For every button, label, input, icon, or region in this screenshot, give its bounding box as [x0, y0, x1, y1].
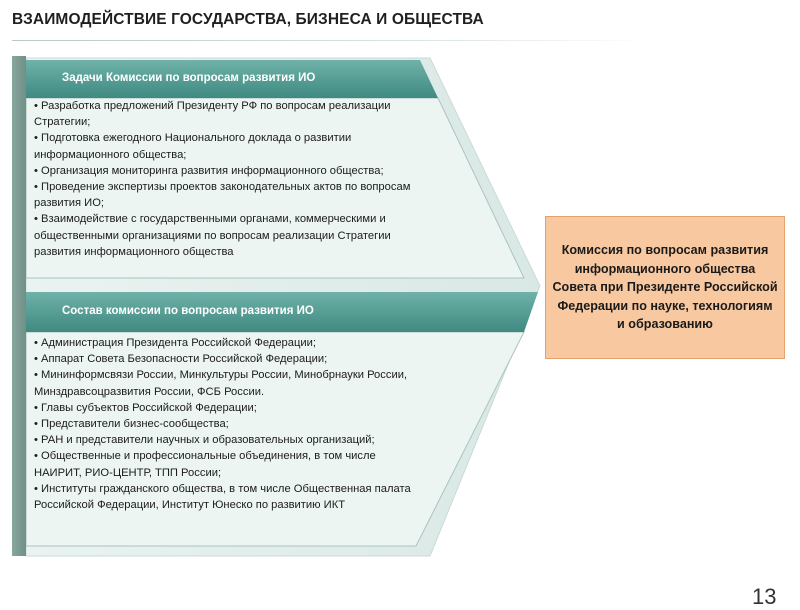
page-number: 13 [752, 584, 777, 609]
list-item: • Общественные и профессиональные объединения, в том числе НАИРИТ, РИО-ЦЕНТР, ТПП России; [34, 450, 376, 479]
list-item: • Проведение экспертизы проектов законодательных актов по вопросам развития ИО; [34, 181, 411, 210]
list-item: • Подготовка ежегодного Национального доклада о развитии информационного общества; [34, 132, 352, 161]
list-item: • Организация мониторинга развития информационного общества; [34, 164, 384, 177]
composition-panel-header: Состав комиссии по вопросам развития ИО [62, 305, 314, 317]
side-accent-bar [12, 56, 26, 556]
list-item: • Главы субъектов Российской Федерации; [34, 401, 257, 414]
tasks-panel-header: Задачи Комиссии по вопросам развития ИО [62, 72, 316, 84]
list-item: • Мининформсвязи России, Минкультуры России, Минобрнауки России, Минздравсоцразвития России, ФСБ России. [34, 369, 408, 398]
list-item: • РАН и представители научных и образовательных организаций; [34, 434, 375, 447]
composition-list [34, 335, 426, 513]
list-item: • Взаимодействие с государственными органами, коммерческими и общественными организациями по вопросам реализации Стратегии развития информационного общества [34, 213, 391, 258]
list-item: • Администрация Президента Российской Федерации; [34, 337, 317, 349]
list-item: • Разработка предложений Президенту РФ по вопросам реализации Стратегии; [34, 100, 391, 129]
list-item: • Институты гражданского общества, в том числе Общественная палата Российской Федерации, Институт Юнеско по развитию ИКТ [34, 482, 411, 512]
commission-box-text: Комиссия по вопросам развития информационного общества Совета при Президенте Российской Федерации по науке, технологиям и образованию [552, 243, 778, 332]
page-title: ВЗАИМОДЕЙСТВИЕ ГОСУДАРСТВА, БИЗНЕСА И ОБЩЕСТВА [12, 11, 484, 28]
tasks-list [34, 98, 426, 260]
commission-box [545, 216, 785, 359]
list-item: • Представители бизнес-сообщества; [34, 418, 229, 431]
list-item: • Аппарат Совета Безопасности Российской Федерации; [34, 353, 328, 366]
